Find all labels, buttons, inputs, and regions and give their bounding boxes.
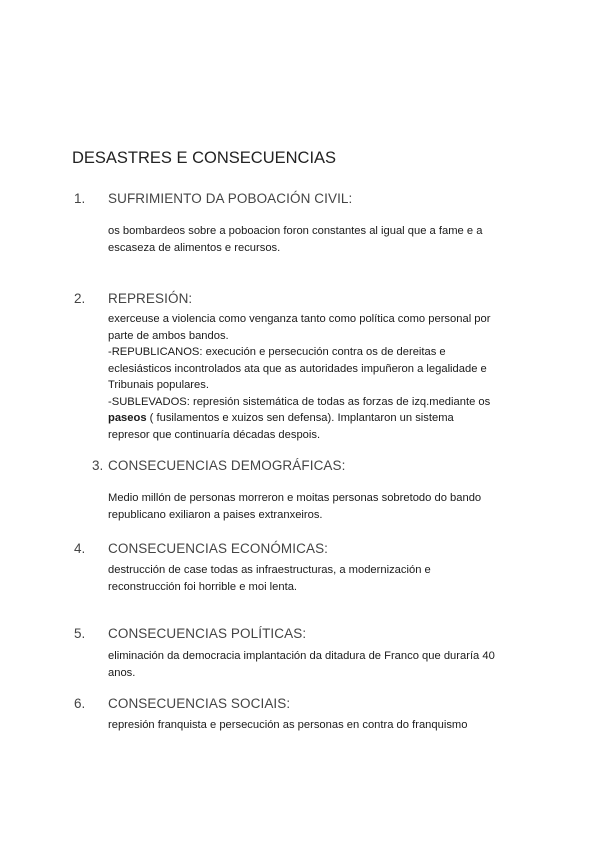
section-2-body [108, 311, 538, 443]
section-6-number: 6. [74, 696, 86, 711]
document-title: DESASTRES E CONSECUENCIAS [72, 149, 337, 167]
section-3-heading: CONSECUENCIAS DEMOGRÁFICAS: [108, 458, 346, 473]
section-2-line: exerceuse a violencia como venganza tanto como política como personal por [108, 313, 491, 325]
section-2-line: -SUBLEVADOS: represión sistemática de todas as forzas de izq.mediante os [108, 395, 491, 408]
section-1-line: escaseza de alimentos e recursos. [108, 241, 281, 254]
section-4-line: destrucción de case todas as infraestructuras, a modernización e [108, 564, 431, 576]
section-5-body [108, 648, 538, 681]
section-4-heading: CONSECUENCIAS ECONÓMICAS: [108, 541, 329, 556]
section-1-heading: SUFRIMIENTO DA POBOACIÓN CIVIL: [108, 191, 353, 206]
section-5-heading: CONSECUENCIAS POLÍTICAS: [108, 626, 307, 641]
section-3-body [108, 490, 538, 523]
section-6-line: represión franquista e persecución as personas en contra do franquismo [108, 719, 468, 731]
section-4-number: 4. [74, 541, 86, 556]
section-2-number: 2. [74, 291, 86, 306]
section-3-line: Medio millón de personas morreron e moitas personas sobretodo do bando [108, 492, 482, 504]
section-2-heading: REPRESIÓN: [108, 291, 193, 306]
section-3-line: republicano exiliaron a paises extranxeiros. [108, 508, 323, 521]
section-3-number: 3. [92, 458, 104, 473]
section-1-line: os bombardeos sobre a poboacion foron constantes al igual que a fame e a [108, 225, 483, 237]
section-4-line: reconstrucción foi horrible e moi lenta. [108, 580, 298, 593]
section-2-line: parte de ambos bandos. [108, 329, 229, 342]
section-1-body [108, 223, 538, 256]
section-2-line [108, 410, 538, 427]
section-2-line-rest: ( fusilamentos e xuizos sen defensa). Implantaron un sistema [146, 412, 454, 424]
section-2-line: eclesiásticos incontrolados ata que as autoridades impuñeron a legalidade e [108, 362, 487, 375]
section-2-line: Tribunais populares. [108, 379, 209, 391]
section-5-number: 5. [74, 626, 86, 641]
section-1-number: 1. [74, 191, 86, 206]
section-6-body [108, 717, 538, 734]
paseos-bold-word: paseos [108, 412, 147, 424]
section-6-heading: CONSECUENCIAS SOCIAIS: [108, 696, 291, 711]
section-5-line: anos. [108, 666, 136, 679]
section-2-line: represor que continuaría décadas despois. [108, 428, 321, 441]
section-2-line: -REPUBLICANOS: execución e persecución contra os de dereitas e [108, 346, 446, 358]
section-5-line: eliminación da democracia implantación da ditadura de Franco que duraría 40 [108, 650, 495, 662]
section-4-body [108, 562, 538, 595]
